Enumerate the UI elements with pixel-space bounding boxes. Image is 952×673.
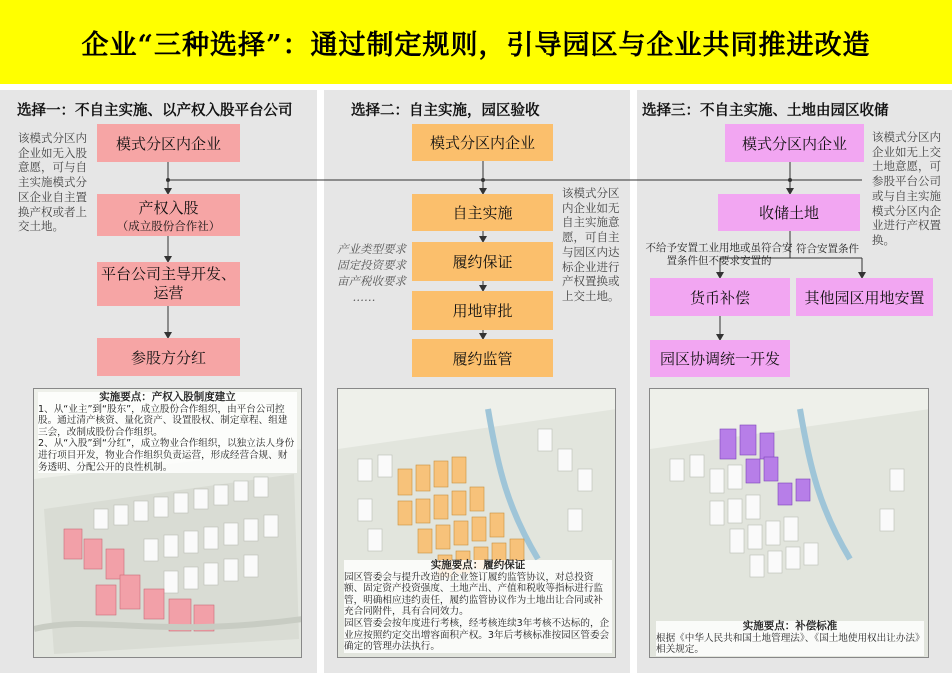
box-label: 货币补偿: [689, 288, 750, 307]
land-approval-box: [412, 291, 553, 330]
option-one-key-points: [38, 392, 297, 473]
requirement-line: 产业类型要求: [337, 242, 406, 256]
other-park-land-box: [796, 278, 933, 316]
key-point-line: 园区管委会按年度进行考核，经考核连续3年考核不达标的，企业应按照约定交出增容面积产权。3年后考核标准按园区管委会确定的管理办法执行。: [344, 617, 610, 653]
option-two-side-note: 该模式分区内企业如无自主实施意愿，可自主与园区内达标企业进行产权置换或上交土地。: [562, 186, 620, 303]
box-label: 模式分区内企业: [429, 134, 535, 152]
branch-label-resettle: 符合安置条件: [796, 243, 859, 255]
key-point-line: 2、从“入股”到“分红”，成立物业合作组织，以独立法人身份进行项目开发，物业合作组织负责运营，形成经营合规、财务透明、分配公开的良性机制。: [38, 438, 295, 473]
branch-label-no-resettle: 不给予安置工业用地或虽符合安置条件但不要求安置的: [645, 242, 793, 267]
option-three-key-points: [656, 621, 924, 656]
box-label: 收储土地: [758, 204, 819, 222]
key-points-title: 实施要点：补偿标准: [742, 620, 838, 632]
land-reserve-box: [718, 194, 860, 231]
box-label: 模式分区内企业: [741, 134, 847, 153]
key-point-line: 根据《中华人民共和国土地管理法》、《国土地使用权出让办法》相关规定。: [656, 632, 920, 656]
key-point-line: 园区管委会与提升改造的企业签订履约监管协议，对总投资额、固定资产投资强度、土地产出、产值和税收等指标进行监管，明确相应违约责任，履约监管协议作为土地出让合同或补充合同附件，具有合同效力。: [344, 571, 604, 618]
self-implement-box: [412, 194, 553, 231]
option-two-enterprise-box: [412, 124, 553, 161]
box-label: 园区协调统一开发: [659, 350, 780, 368]
box-label: 模式分区内企业: [115, 134, 221, 153]
option-two-heading: 选择二：自主实施，园区验收: [351, 103, 540, 119]
key-points-title: 实施要点：产权入股制度建立: [99, 391, 236, 403]
aerial-city-illustration: [650, 389, 929, 658]
requirement-line: 固定投资要求: [337, 258, 406, 272]
requirements-note: [322, 241, 406, 305]
option-one-heading: 选择一：不自主实施、以产权入股平台公司: [17, 103, 293, 119]
box-label: 履约监管: [452, 349, 513, 368]
box-label: 自主实施: [452, 204, 513, 222]
box-label: 其他园区用地安置: [804, 288, 925, 307]
box-label: 平台公司主导开发、运营: [100, 265, 236, 302]
cash-compensation-box: [650, 278, 790, 316]
performance-supervision-box: [412, 339, 553, 377]
performance-guarantee-box: [412, 242, 553, 281]
option-three-side-note: 该模式分区内企业如无上交土地意愿，可参股平台公司或与自主实施模式分区内企业进行产权置换。: [872, 130, 941, 247]
requirement-line: ……: [352, 290, 376, 304]
box-sublabel: （成立股份合作社）: [116, 218, 221, 233]
key-point-line: 1、从“业主”到“股东”，成立股份合作组织，由平台公司控股。通过清产核资、量化资产、设置股权、制定章程、组建三会，改制成股份合作组织。: [38, 403, 288, 438]
key-points-title: 实施要点：履约保证: [430, 559, 526, 571]
unified-development-box: [650, 340, 790, 377]
option-three-enterprise-box: [725, 124, 864, 162]
title-bar: [0, 0, 952, 84]
dividend-box: [97, 338, 240, 376]
page-title: 企业“三种选择”：通过制定规则，引导园区与企业共同推进改造: [81, 29, 871, 61]
box-label: 参股方分红: [130, 348, 206, 367]
platform-company-box: [97, 262, 240, 306]
option-three-aerial-render: [649, 388, 929, 658]
box-label: 产权入股: [138, 198, 199, 217]
option-three-heading: 选择三：不自主实施、土地由园区收储: [642, 103, 889, 119]
box-label: 履约保证: [452, 253, 513, 271]
option-one-enterprise-box: [97, 124, 240, 162]
equity-stake-box: [97, 194, 240, 236]
option-one-side-note: 该模式分区内企业如无入股意愿，可与自主实施模式分区企业自主置换产权或者上交土地。: [18, 131, 87, 234]
option-two-aerial-render: [337, 388, 616, 658]
box-label: 用地审批: [452, 302, 513, 320]
option-one-aerial-render: [33, 388, 302, 658]
option-two-key-points: [344, 560, 612, 653]
requirement-line: 亩产税收要求: [337, 274, 406, 288]
